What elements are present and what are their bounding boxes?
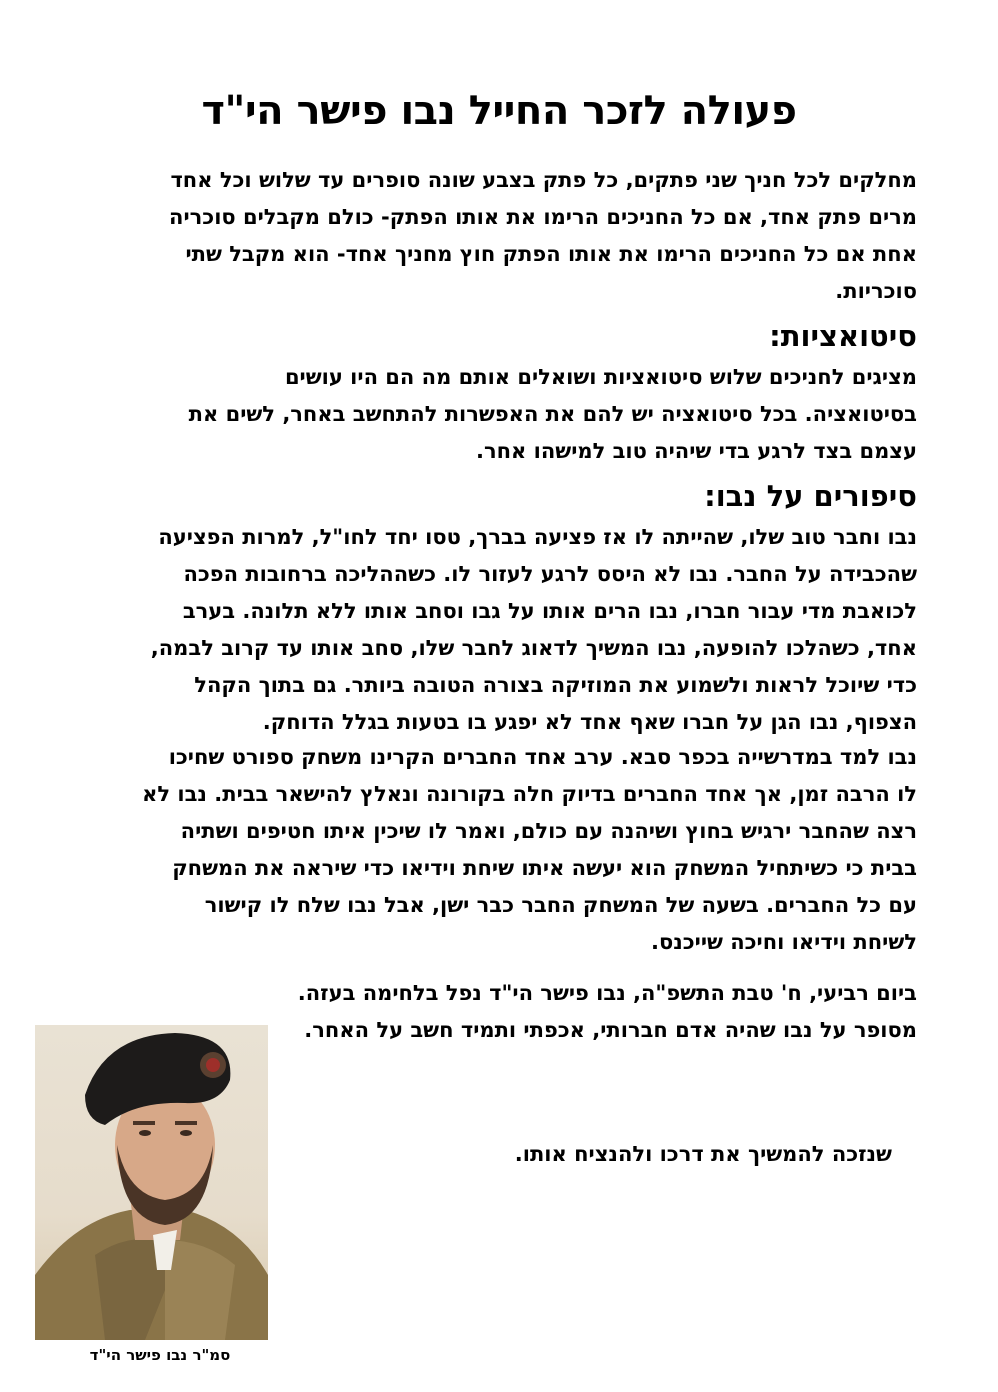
text-line: לו הרבה זמן, אך אחד החברים בדיוק חלה בקורונה ונאלץ להישאר בבית. נבו לא: [142, 782, 917, 806]
text-line: אחד, כשהלכו להופעה, נבו המשיך לדאוג לחבר שלו, סחב אותו עד קרוב לבמה,: [150, 636, 917, 660]
text-line: נבו למד במדרשייה בכפר סבא. ערב אחד החברים הקרינו משחק ספורט שחיכו: [168, 745, 917, 769]
text-line: שהכבידה על החבר. נבו לא היסס לרגע לעזור לו. כשההליכה ברחובות הפכה: [183, 562, 917, 586]
text-line: מחלקים לכל חניך שני פתקים, כל פתק בצבע שונה סופרים עד שלוש וכל אחד: [170, 168, 917, 192]
text-line: אחת אם כל החניכים הרימו את אותו הפתק חוץ מחניך אחד- הוא מקבל שתי: [185, 242, 917, 266]
text-line: כדי שיוכל לראות ולשמוע את המוזיקה בצורה הטובה ביותר. גם בתוך הקהל: [194, 673, 917, 697]
text-line: עם כל החברים. בשעה של המשחק החבר כבר ישן, אבל נבו שלח לו קישור: [204, 893, 917, 917]
situations-heading: סיטואציות:: [769, 319, 917, 353]
closing-line: [515, 1136, 892, 1173]
text-line: בבית כי כשיתחיל המשחק הוא יעשה איתו שיחת וידיאו כדי שיראה את המשחק: [172, 856, 917, 880]
text-line: לשיחת וידיאו וחיכה שייכנס.: [650, 930, 917, 954]
text-line: סוכריות.: [835, 279, 917, 303]
text-line: עצמם בצד לרגע בדי שיהיה טוב למישהו אחר.: [475, 439, 917, 463]
intro-paragraph: [169, 162, 917, 310]
text-line: לכואבת מדי עבור חברו, נבו הרים אותו על גבו וסחב אותו ללא תלונה. בערב: [182, 599, 917, 623]
situations-paragraph: [189, 359, 917, 470]
text-line: מסופר על נבו שהיה אדם חברותי, אכפתי ותמיד חשב על האחר.: [304, 1018, 917, 1042]
text-line: ביום רביעי, ח' טבת התשפ"ה, נבו פישר הי"ד נפל בלחימה בעזה.: [297, 981, 917, 1005]
text-line: מציגים לחניכים שלוש סיטואציות ושואלים אותם מה הם היו עושים: [284, 365, 917, 389]
story-2-paragraph: [142, 739, 917, 961]
soldier-photo: [35, 1025, 268, 1340]
photo-caption: סמ"ר נבו פישר הי"ד: [89, 1346, 231, 1364]
text-line: הצפוף, נבו הגן על חברו שאף אחד לא יפגע בו בטעות בגלל הדוחק.: [262, 710, 917, 734]
story-1-paragraph: [151, 519, 917, 741]
stories-heading: סיפורים על נבו:: [704, 479, 917, 513]
text-line: רצה שהחבר ירגיש בחוץ ושיהנה עם כולם, ואמר לו שיכין איתו חטיפים ושתיה: [180, 819, 917, 843]
text-line: שנזכה להמשיך את דרכו ולהנציח אותו.: [514, 1142, 892, 1166]
text-line: מרים פתק אחד, אם כל החניכים הרימו את אותו הפתק- כולם מקבלים סוכריה: [169, 205, 917, 229]
page-title: פעולה לזכר החייל נבו פישר הי"ד: [201, 88, 797, 134]
memorial-paragraph: [298, 975, 917, 1049]
text-line: בסיטואציה. בכל סיטואציה יש להם את האפשרות להתחשב באחר, לשים את: [188, 402, 917, 426]
portrait-image: [35, 1025, 268, 1340]
text-line: נבו וחבר טוב שלו, שהייתה לו אז פציעה בברך, טסו יחד לחו"ל, למרות הפציעה: [158, 525, 917, 549]
